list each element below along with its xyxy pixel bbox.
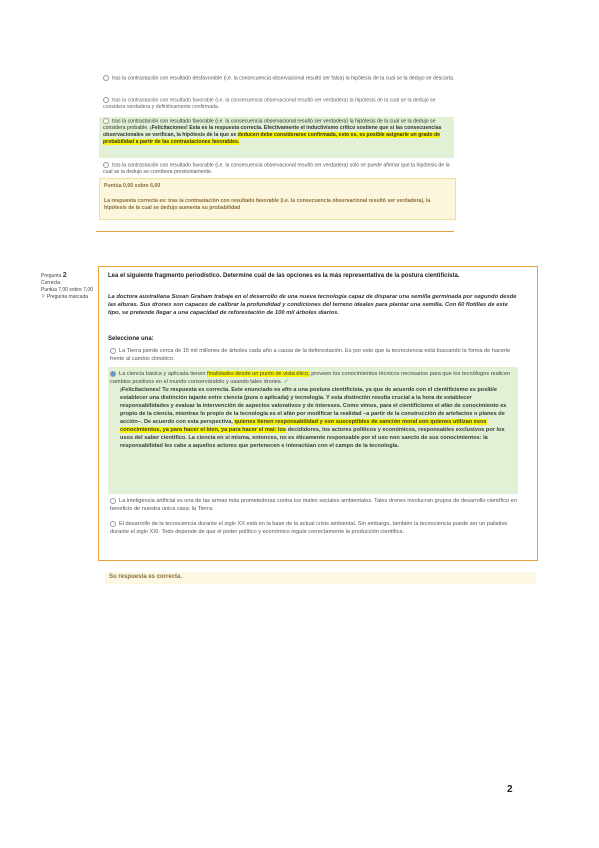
q2-result: Su respuesta es correcta. bbox=[109, 574, 183, 580]
radio-button[interactable] bbox=[103, 162, 109, 168]
q1-option-3-text: tras la contrastación con resultado favorable (i.e. la consecuencia observacional resultó ser verdadera) la hipótesis de la cual se la dedujo se considera probable. bbox=[103, 118, 436, 132]
q1-correct-answer: La respuesta correcta es: tras la contrastación con resultado favorable (i.e. la consecuencia observacional resultó ser verdadera), la hipótesis de la cual se dedujo aumenta su probabilidad bbox=[104, 198, 431, 211]
q2-option-c-text: La inteligencia artificial es una de las armas más prometedoras contra los males sociales ambientales. Tales drones involucran grupos de desarrollo científico en beneficio de nuestra única casa: la Tierra. bbox=[110, 498, 517, 512]
q2-option-a-text: La Tierra pierde cerca de 15 mil millones de árboles cada año a causa de la deforestación. Es por esto que la tecnociencia está buscando la forma de hacerle frente al cambio climático. bbox=[110, 348, 511, 362]
radio-button[interactable] bbox=[103, 75, 109, 81]
q1-option-4[interactable] bbox=[103, 162, 451, 176]
q2-option-b-text-2: proveen los conocimientos técnicos necesarios para que los tecnólogos realicen cambios positivos en el mundo conservándolo y usando tales drones. bbox=[110, 371, 511, 385]
q2-select-label: Seleccione una: bbox=[108, 336, 154, 342]
q1-points: Puntúa 0,00 sobre 6,00 bbox=[104, 183, 161, 189]
q2-option-d-text: El desarrollo de la tecnociencia durante el siglo XX está en la base de la actual crisis ambiental. Sin embargo, también la tecnociencia puede ser un paliativo durante el siglo XXI. Todo depende de que el poder político y económico regule correctamente la producción científica. bbox=[110, 521, 508, 535]
q2-flag-label: Pregunta marcada bbox=[46, 294, 89, 300]
q1-option-3-highlight: deducen debe considerarse confirmada, esto es, es posible asignarle un grado de probabilidad a partir de las contrastaciones favorables. bbox=[103, 132, 441, 146]
q1-option-3-feedback: ¡Felicitaciones! Esta es la respuesta correcta. Efectivamente el inductivismo crítico sostiene que si las consecuencias observacionales se verifican, la hipótesis de la que se bbox=[103, 125, 442, 139]
q1-option-3[interactable] bbox=[103, 118, 451, 146]
q2-status: Correcta bbox=[41, 280, 61, 286]
q1-option-2-text: tras la contrastación con resultado favorable (i.e. la consecuencia observacional resultó ser verdadera) la hipótesis de la cual se la dedujo se considera verdadera y definitivamente confirmada. bbox=[103, 97, 436, 111]
q2-number: 2 bbox=[62, 272, 67, 279]
question-divider bbox=[96, 231, 454, 232]
q2-option-c[interactable] bbox=[110, 497, 520, 513]
page-number: 2 bbox=[507, 784, 513, 795]
q2-article: La doctora australiana Susan Graham trabaja en el desarrollo de una nueva tecnología capaz de disparar una semilla germinada por segundo desde las alturas. Sus drones son capaces de calibrar la profundidad y condiciones del terreno ideales para plantar una semilla. Con 60 flotillas de este tipo, se pretende llegar a una capacidad de reforestación de 100 mil árboles diarios. bbox=[108, 294, 517, 316]
q2-label: Pregunta bbox=[41, 273, 62, 279]
q1-option-1-text: tras la contrastación con resultado desfavorable (i.e. la consecuencia observacional resultó ser falsa) la hipótesis de la cual se la dedujo se descarta. bbox=[112, 75, 455, 82]
q1-option-1[interactable] bbox=[103, 75, 455, 82]
q2-option-d[interactable] bbox=[110, 520, 520, 536]
radio-button-selected[interactable] bbox=[110, 371, 116, 377]
radio-button[interactable] bbox=[110, 521, 116, 527]
q1-option-2[interactable] bbox=[103, 97, 455, 111]
q1-option-4-text: tras la contrastación con resultado favorable (i.e. la consecuencia observacional resultó ser verdadera) sólo se puede afirmar que la hipótesis de la cual se la dedujo se corrobora provisoriamente. bbox=[103, 162, 450, 176]
q2-feedback-intro: ¡Felicitaciones! Tu respuesta es correcta. Este enunciado es afín a una postura cientificista, ya que de acuerdo con el cientificismo es posible establecer una distinción tajante entre ciencia (pura o aplicada) y tecnología. Y esta distinción resulta crucial a la hora de establecer responsabilidades y evaluar la intervención de aspectos valorativos y de intereses. Como vimos, para el cientificismo el afán de conocimiento es propio de la ciencia, mientras lo propio de la tecnología es el afán por modificar la realidad –a partir de la construcción de artefactos o planes de acción–. De acuerdo con esta perspectiva, bbox=[120, 387, 507, 425]
q2-score: Puntúa 7,00 sobre 7,00 bbox=[41, 287, 93, 293]
q2-info-panel bbox=[41, 272, 93, 301]
q2-option-b-highlight: finalidades desde un punto de vista ético, bbox=[207, 371, 310, 377]
radio-button[interactable] bbox=[103, 97, 109, 103]
radio-button[interactable] bbox=[103, 118, 109, 124]
q2-flag[interactable] bbox=[41, 294, 93, 301]
q2-option-b[interactable] bbox=[110, 370, 514, 386]
radio-button[interactable] bbox=[110, 498, 116, 504]
q2-feedback bbox=[120, 386, 514, 450]
flag-icon[interactable]: ⚐ bbox=[41, 294, 46, 300]
q2-option-b-text: La ciencia básica y aplicada tienen bbox=[119, 371, 208, 377]
q2-number-line bbox=[41, 272, 93, 280]
q2-feedback-end: decididores, los actores políticos y económicos, responsables exclusivos por los usos del saber científico. La ciencia en sí misma, entonces, no es éticamente responsable por el uso non sancto de sus conocimientos: la responsabilidad les cabe a aquellos actores que pertenecen e interactúan con el campo de la tecnología. bbox=[120, 427, 505, 449]
q2-feedback-highlight: quienes tienen responsabilidad y son susceptibles de sanción moral son quienes utilizan esos conocimientos, ya para hacer el bien, ya para hacer el mal: los bbox=[120, 419, 487, 433]
radio-button[interactable] bbox=[110, 348, 116, 354]
q2-option-a[interactable] bbox=[110, 347, 520, 363]
check-icon: ✓ bbox=[283, 379, 289, 385]
q2-prompt: Lea el siguiente fragmento periodístico. Determine cuál de las opciones es la más representativa de la postura cientificista. bbox=[108, 273, 460, 279]
